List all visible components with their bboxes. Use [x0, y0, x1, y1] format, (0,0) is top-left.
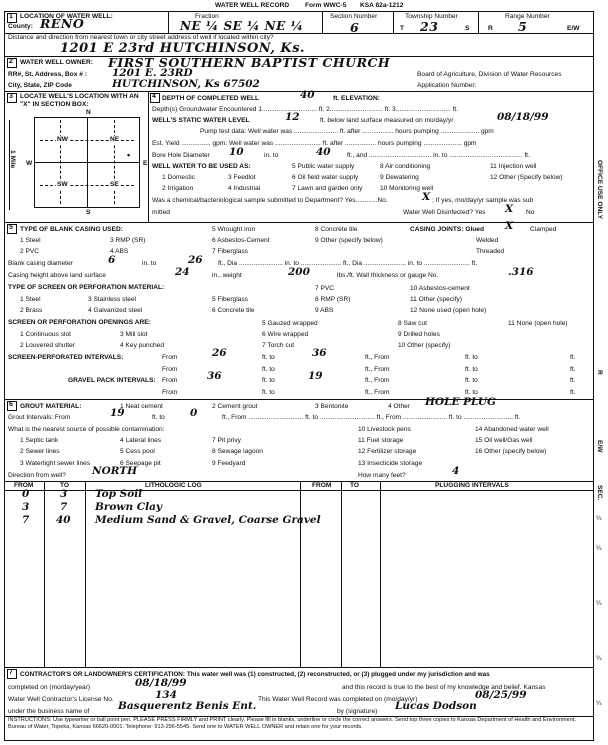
- distance-value: 1201 E 23rd HUTCHINSON, Ks.: [60, 41, 306, 56]
- fraction-value: NE ¼ SE ¼ NE ¼: [180, 19, 304, 33]
- casing-label: TYPE OF BLANK CASING USED:: [20, 226, 123, 233]
- signature: Lucas Dodson: [395, 700, 477, 712]
- location-x-mark: •: [127, 150, 131, 160]
- spi-from: 26: [212, 347, 227, 359]
- city-value: HUTCHINSON, Ks 67502: [112, 78, 260, 90]
- township-label: Township Number: [405, 13, 458, 20]
- gp-from: 36: [207, 370, 222, 382]
- record-date: 08/25/99: [475, 689, 527, 701]
- groundwater-depths: Depth(s) Groundwater Encountered 1.............................. ft. 2............................. ft. 3.............................. ft.: [152, 106, 458, 113]
- pump-test: Pump test data: Well water was ........................ ft. after ................. hours pumping ..................... gpm: [200, 128, 494, 135]
- contamination-label: What is the nearest source of possible contamination:: [8, 426, 165, 433]
- city-label: City, State, ZIP Code: [8, 82, 72, 89]
- static-date: 08/18/99: [497, 111, 549, 123]
- grout-label: GROUT MATERIAL:: [20, 403, 82, 410]
- depth-label: DEPTH OF COMPLETED WELL: [162, 95, 260, 102]
- range-value: 5: [518, 19, 528, 34]
- owner-label: WATER WELL OWNER:: [20, 59, 94, 66]
- ksa-ref: KSA 82a-1212: [360, 2, 404, 9]
- bore-diameter: 10: [229, 146, 244, 158]
- gp-to: 19: [308, 370, 323, 382]
- static-value: 12: [285, 111, 300, 123]
- instructions: INSTRUCTIONS: Use typewriter or ball point pen. PLEASE PRESS FIRMLY and PRINT clearly. Please fill in blanks, underline or circle the correct answers. Send top three copies to Kansas Department of Health and Environment, Bureau of Water, Topeka, Kansas 66620-0001. Telephone: 913-296-5545. Send one to WATER WELL OWNER and retain one for your records.: [8, 717, 576, 730]
- section3-label: LOCATE WELL'S LOCATION WITH AN "X" IN SECTION BOX:: [20, 93, 139, 108]
- application-label: Application Number:: [417, 82, 477, 89]
- grout-other: HOLE PLUG: [425, 396, 496, 408]
- license-number: 134: [155, 689, 177, 701]
- disinfected: Water Well Disinfected? Yes: [403, 209, 486, 216]
- county-label: County:: [8, 23, 33, 30]
- board-label: Board of Agriculture, Division of Water Resources: [417, 71, 562, 78]
- howmany-value: 4: [452, 465, 460, 477]
- fraction-label: Fraction: [195, 13, 219, 20]
- county-value: RENO: [40, 16, 85, 31]
- office-use-only: OFFICE USE ONLY: [596, 160, 603, 220]
- location-label: LOCATION OF WATER WELL:: [20, 13, 113, 20]
- section-value: 6: [350, 20, 360, 35]
- form-number: Form WWC-5: [305, 2, 347, 9]
- bore-to: 40: [316, 146, 331, 158]
- casing-joints: CASING JOINTS: Glued: [410, 226, 485, 233]
- spi-to: 36: [312, 347, 327, 359]
- direction-value: NORTH: [92, 465, 138, 477]
- township-value: 23: [420, 19, 439, 34]
- est-yield: Est. Yield ................ gpm: Well water was ......................... ft. after ................. hours pumping ..................... gpm: [152, 140, 477, 147]
- owner-name: FIRST SOUTHERN BAPTIST CHURCH: [108, 55, 391, 70]
- gp-label: GRAVEL PACK INTERVALS:: [68, 377, 156, 384]
- range-label: Range Number: [505, 13, 550, 20]
- spi-label: SCREEN-PERFORATED INTERVALS:: [8, 354, 124, 361]
- grout-from: 19: [110, 407, 125, 419]
- certification: CONTRACTOR'S OR LANDOWNER'S CERTIFICATION: This water well was (1) constructed, (2) reconstructed, or (3) plugged under my jurisdiction and was: [20, 671, 490, 678]
- mile-label: 1 Mile: [9, 150, 16, 169]
- casing-diameter: 6: [108, 254, 116, 266]
- address-value: 1201 E. 23RD: [112, 67, 193, 79]
- casing-weight: 200: [288, 266, 310, 278]
- completed-date: 08/18/99: [135, 677, 187, 689]
- grout-to: 0: [190, 407, 198, 419]
- use-label: WELL WATER TO BE USED AS:: [152, 163, 251, 170]
- business-name: Basquerentz Benis Ent.: [118, 700, 257, 712]
- casing-to: 26: [188, 254, 203, 266]
- casing-height: 24: [175, 266, 190, 278]
- section-label: Section Number: [330, 13, 378, 20]
- screen-label: TYPE OF SCREEN OR PERFORATION MATERIAL:: [8, 284, 165, 291]
- depth-value: 40: [300, 89, 315, 101]
- static-label: WELL'S STATIC WATER LEVEL: [152, 117, 250, 124]
- distance-label: Distance and direction from nearest town or city street address of well if located within city?: [8, 34, 274, 41]
- form-title: WATER WELL RECORD: [215, 2, 290, 9]
- chemical-sample: Was a chemical/bacteriological sample submitted to Department? Yes............No.: [152, 197, 388, 204]
- wall-thickness: .316: [508, 266, 534, 278]
- address-label: RR#, St. Address, Box # :: [8, 71, 87, 78]
- perf-label: SCREEN OR PERFORATION OPENINGS ARE:: [8, 319, 151, 326]
